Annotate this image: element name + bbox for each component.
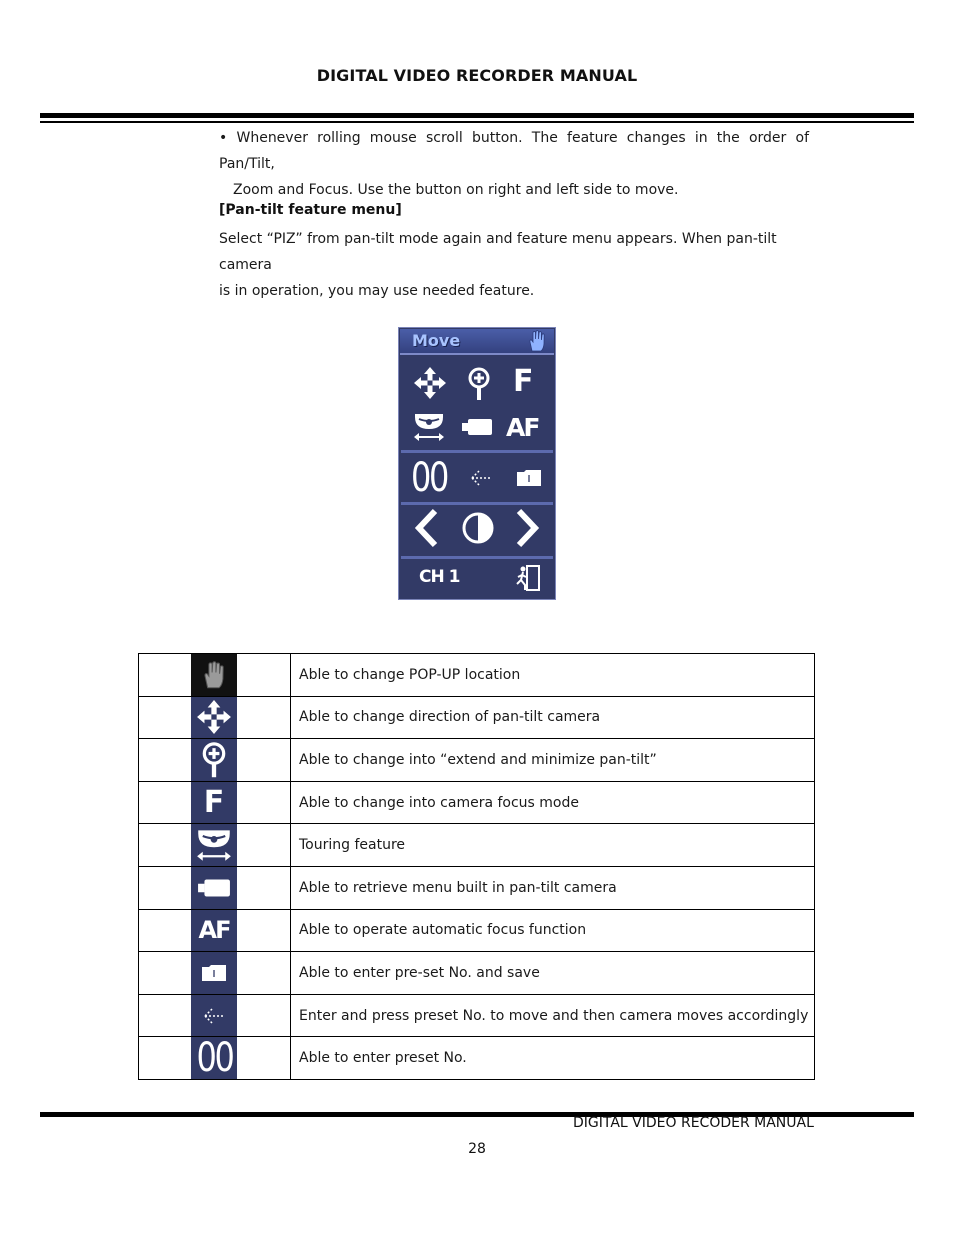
row-description: Able to change direction of pan-tilt camera (291, 696, 815, 739)
table-row (139, 654, 815, 697)
panel-title: Move (412, 331, 461, 350)
table-icon-cell (191, 824, 237, 867)
table-icon-cell (191, 952, 237, 995)
intro-bullet (219, 125, 809, 203)
table-icon-cell (191, 654, 237, 697)
table-row (139, 739, 815, 782)
hand-icon (202, 661, 226, 689)
panel-divider (401, 502, 553, 505)
goto-preset-icon (202, 1006, 226, 1026)
save-preset-icon (201, 964, 227, 982)
zoom-icon (200, 741, 228, 779)
row-description: Touring feature (291, 824, 815, 867)
table-row (139, 696, 815, 739)
table-row (139, 1037, 815, 1080)
table-row (139, 866, 815, 909)
para-line-2: is in operation, you may use needed feature. (219, 283, 535, 299)
table-icon-cell (191, 781, 237, 824)
hand-icon[interactable] (528, 330, 546, 352)
table-icon-cell (191, 1037, 237, 1080)
section-paragraph (219, 226, 809, 304)
footer-title: DIGITAL VIDEO RECODER MANUAL (573, 1115, 814, 1131)
menu-icon (197, 878, 231, 898)
right-arrow-icon[interactable] (513, 508, 541, 548)
row-description: Enter and press preset No. to move and then camera moves accordingly (291, 994, 815, 1037)
section-title: [Pan-tilt feature menu] (219, 202, 402, 218)
contrast-icon[interactable] (461, 511, 495, 545)
row-description: Able to change into “extend and minimize pan-tilt” (291, 739, 815, 782)
table-row (139, 994, 815, 1037)
exit-icon[interactable] (515, 564, 541, 592)
table-row (139, 824, 815, 867)
table-row (139, 909, 815, 952)
row-description: Able to enter preset No. (291, 1037, 815, 1080)
focus-icon[interactable]: F (513, 364, 534, 399)
row-description: Able to change into camera focus mode (291, 781, 815, 824)
preset-display: 00 (196, 1035, 232, 1082)
autofocus-icon[interactable]: AF (506, 413, 539, 442)
icon-description-table (138, 653, 815, 1080)
menu-icon[interactable] (461, 418, 493, 436)
move-arrows-icon[interactable] (413, 366, 447, 400)
panel-header (400, 329, 554, 355)
row-description: Able to change POP-UP location (291, 654, 815, 697)
panel-divider (401, 556, 553, 559)
left-arrow-icon[interactable] (413, 508, 441, 548)
table-icon-cell (191, 994, 237, 1037)
row-description: Able to retrieve menu built in pan-tilt camera (291, 866, 815, 909)
table-row (139, 952, 815, 995)
intro-line-2: Zoom and Focus. Use the button on right and left side to move. (233, 182, 679, 198)
page-number: 28 (468, 1141, 486, 1157)
table-row (139, 781, 815, 824)
zoom-icon[interactable] (466, 367, 492, 401)
preset-display[interactable]: 00 (411, 455, 447, 501)
para-line-1: Select “PIZ” from pan-tilt mode again and feature menu appears. When pan-tilt camera (219, 231, 777, 273)
channel-label: CH 1 (419, 567, 460, 587)
header-rule-thick (40, 113, 914, 118)
tour-icon (196, 828, 232, 862)
table-icon-cell (191, 909, 237, 952)
autofocus-icon: AF (198, 916, 230, 945)
panel-divider (401, 450, 553, 453)
header-rule-thin (40, 121, 914, 123)
intro-line-1: Whenever rolling mouse scroll button. The feature changes in the order of Pan/Tilt, (219, 130, 809, 172)
save-preset-icon[interactable] (516, 469, 542, 487)
focus-icon: F (203, 785, 225, 821)
row-description: Able to enter pre-set No. and save (291, 952, 815, 995)
goto-preset-icon[interactable] (469, 468, 493, 488)
tour-icon[interactable] (413, 412, 445, 442)
move-arrows-icon (196, 699, 232, 735)
bullet-mark: • (219, 130, 228, 146)
table-icon-cell (191, 739, 237, 782)
row-description: Able to operate automatic focus function (291, 909, 815, 952)
ptz-feature-panel (398, 327, 556, 600)
table-icon-cell (191, 866, 237, 909)
page-header-title: DIGITAL VIDEO RECORDER MANUAL (316, 66, 638, 85)
table-icon-cell (191, 696, 237, 739)
